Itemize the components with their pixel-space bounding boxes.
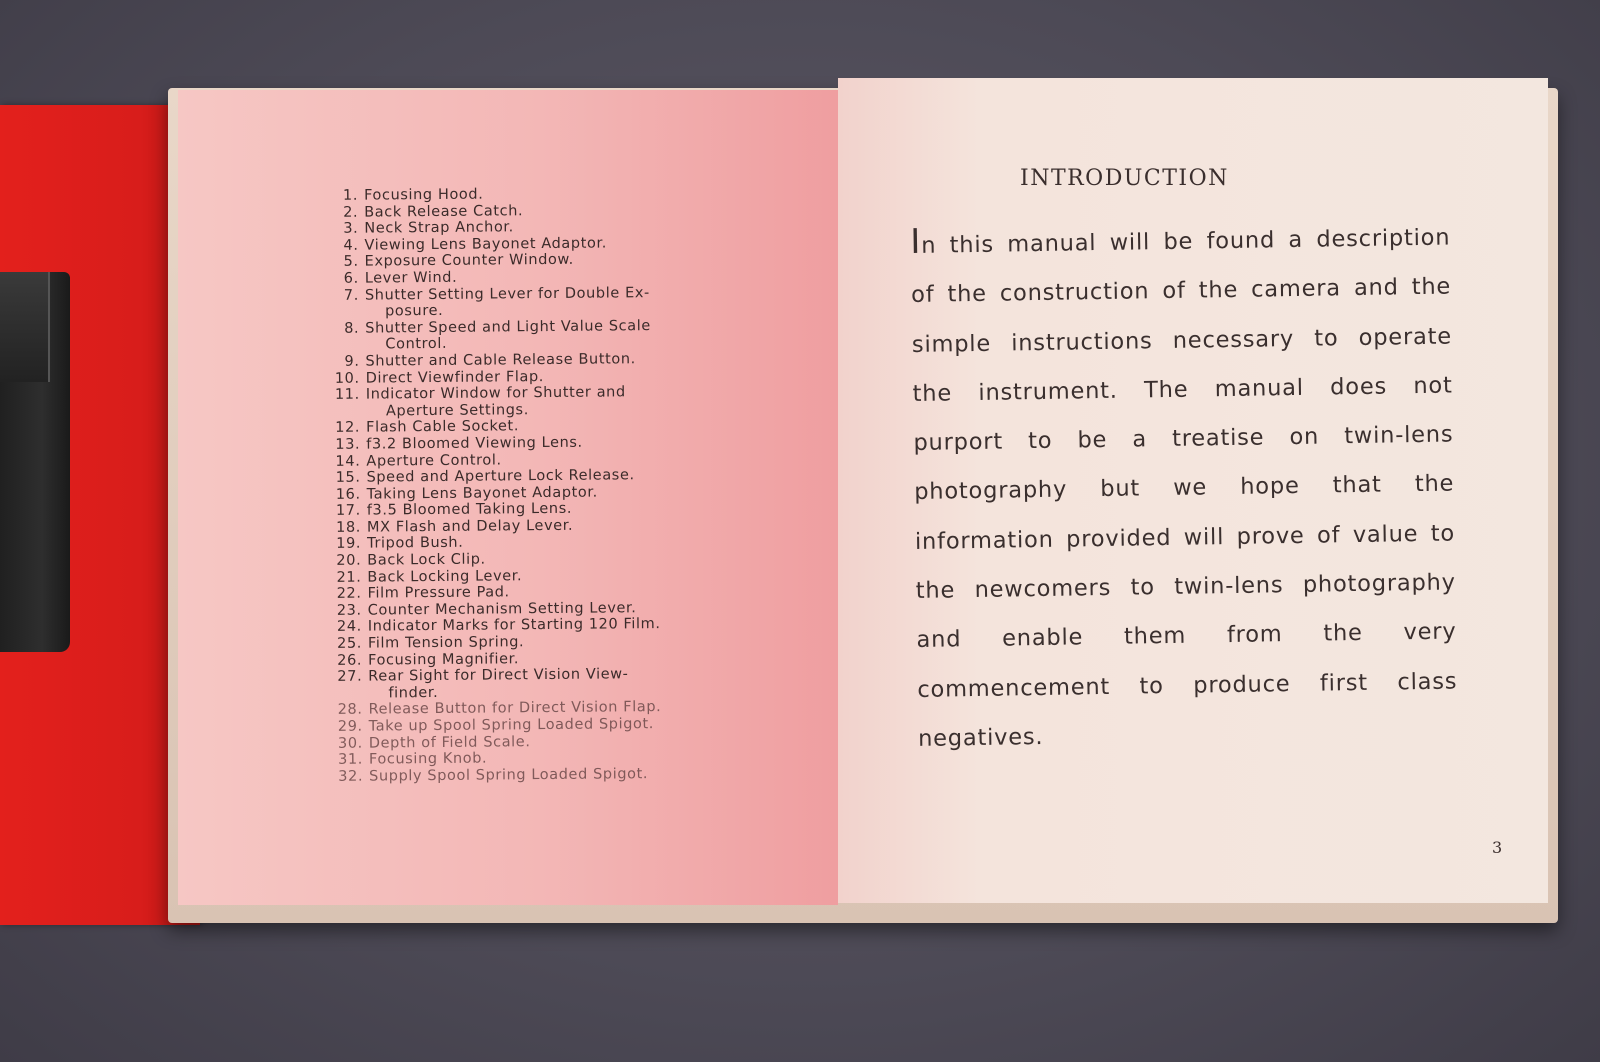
list-item-text: Rear Sight for Direct Vision View-	[368, 666, 629, 685]
list-item-number: 22.	[336, 585, 362, 603]
list-item-text: Shutter and Cable Release Button.	[365, 351, 636, 370]
list-item-number: 32.	[338, 768, 364, 785]
page-number: 3	[1492, 838, 1503, 857]
list-item-text: posure.	[385, 303, 444, 320]
list-item-text: Direct Viewfinder Flap.	[365, 368, 545, 387]
list-item-number: 27.	[337, 668, 363, 686]
list-item-text: Focusing Knob.	[368, 750, 488, 768]
list-item-number: 12.	[335, 419, 361, 437]
list-item-number: 19.	[336, 536, 362, 553]
list-item-number: 11.	[334, 386, 360, 403]
list-item-text: Aperture Control.	[366, 451, 502, 470]
list-item-text: Depth of Field Scale.	[368, 733, 531, 752]
list-item-number: 20.	[336, 552, 362, 569]
list-item-number: 14.	[335, 453, 361, 470]
list-item-number: 2.	[343, 204, 359, 221]
list-item-text: Back Lock Clip.	[367, 551, 486, 569]
list-item-text: Neck Strap Anchor.	[364, 219, 514, 237]
list-item-text: Take up Spool Spring Loaded Spigot.	[368, 716, 655, 735]
list-item-number: 31.	[338, 751, 364, 769]
list-item-number: 25.	[337, 635, 363, 652]
list-item-number: 10.	[334, 370, 360, 387]
list-item-text: Focusing Magnifier.	[368, 650, 520, 669]
list-item-text: Tripod Bush.	[367, 535, 464, 553]
list-item-text: Back Locking Lever.	[367, 567, 523, 586]
list-item-number: 3.	[343, 220, 359, 237]
list-item-text: Aperture Settings.	[385, 401, 529, 420]
introduction-body: n this manual will be found a description of the construction of the camera and the simple instructions necessary to operate the instrument. The manual does not purport to be a treatise on twin-lens photography but we hope that the information provided will prove of value to the newcomers to twin-lens photography and enable them from the very commencement to produce first class negatives.	[910, 224, 1458, 752]
list-item-text: Exposure Counter Window.	[364, 252, 574, 270]
list-item-text: Release Button for Direct Vision Flap.	[368, 699, 662, 718]
list-item-number: 30.	[337, 735, 363, 752]
introduction-text	[910, 214, 1458, 765]
list-item-number: 15.	[335, 469, 361, 486]
list-item-number: 1.	[342, 187, 359, 204]
list-item-text: Supply Spool Spring Loaded Spigot.	[369, 765, 649, 785]
list-item-number: 16.	[335, 486, 361, 503]
list-item-text: Film Pressure Pad.	[367, 584, 510, 602]
list-item-number: 29.	[337, 718, 363, 735]
list-item-text: Control.	[385, 336, 448, 353]
list-item-number: 6.	[343, 270, 359, 287]
list-item-text: finder.	[388, 684, 439, 702]
list-item-number: 4.	[343, 237, 359, 254]
list-item-number: 28.	[337, 702, 363, 719]
list-item-text: Taking Lens Bayonet Adaptor.	[366, 484, 598, 503]
list-item-number: 8.	[344, 320, 360, 337]
parts-list	[318, 184, 733, 785]
list-item-text: Counter Mechanism Setting Lever.	[367, 600, 637, 619]
list-item-text: Shutter Speed and Light Value Scale	[365, 317, 651, 337]
list-item-text: Flash Cable Socket.	[366, 418, 520, 436]
list-item-text: MX Flash and Delay Lever.	[366, 517, 574, 536]
list-item-text: Lever Wind.	[364, 269, 458, 287]
list-item-text: Indicator Marks for Starting 120 Film.	[367, 616, 661, 636]
introduction-heading: INTRODUCTION	[1020, 166, 1229, 191]
list-item-number: 21.	[336, 569, 362, 586]
list-item-number: 18.	[336, 519, 362, 536]
list-item-number: 7.	[343, 287, 360, 304]
list-item-text: f3.5 Bloomed Taking Lens.	[366, 501, 573, 519]
list-item-text: Focusing Hood.	[363, 186, 484, 204]
list-item-text: Shutter Setting Lever for Double Ex-	[364, 284, 650, 304]
list-item-number: 9.	[344, 353, 360, 370]
list-item-text: Back Release Catch.	[364, 202, 524, 221]
drop-cap-letter: I	[910, 221, 922, 262]
list-item-number: 13.	[335, 436, 361, 453]
camera-hood-illustration	[0, 272, 50, 382]
list-item-number: 23.	[336, 602, 362, 619]
list-item-text: f3.2 Bloomed Viewing Lens.	[366, 434, 583, 453]
list-item-text: Indicator Window for Shutter and	[365, 384, 626, 403]
list-item-number: 24.	[336, 619, 362, 636]
list-item-text: Viewing Lens Bayonet Adaptor.	[364, 235, 607, 254]
list-item-number: 5.	[343, 254, 359, 271]
list-item-number: 17.	[335, 502, 361, 520]
list-item-number: 26.	[337, 652, 363, 669]
list-item-text: Speed and Aperture Lock Release.	[366, 467, 635, 486]
list-item-text: Film Tension Spring.	[367, 634, 525, 652]
